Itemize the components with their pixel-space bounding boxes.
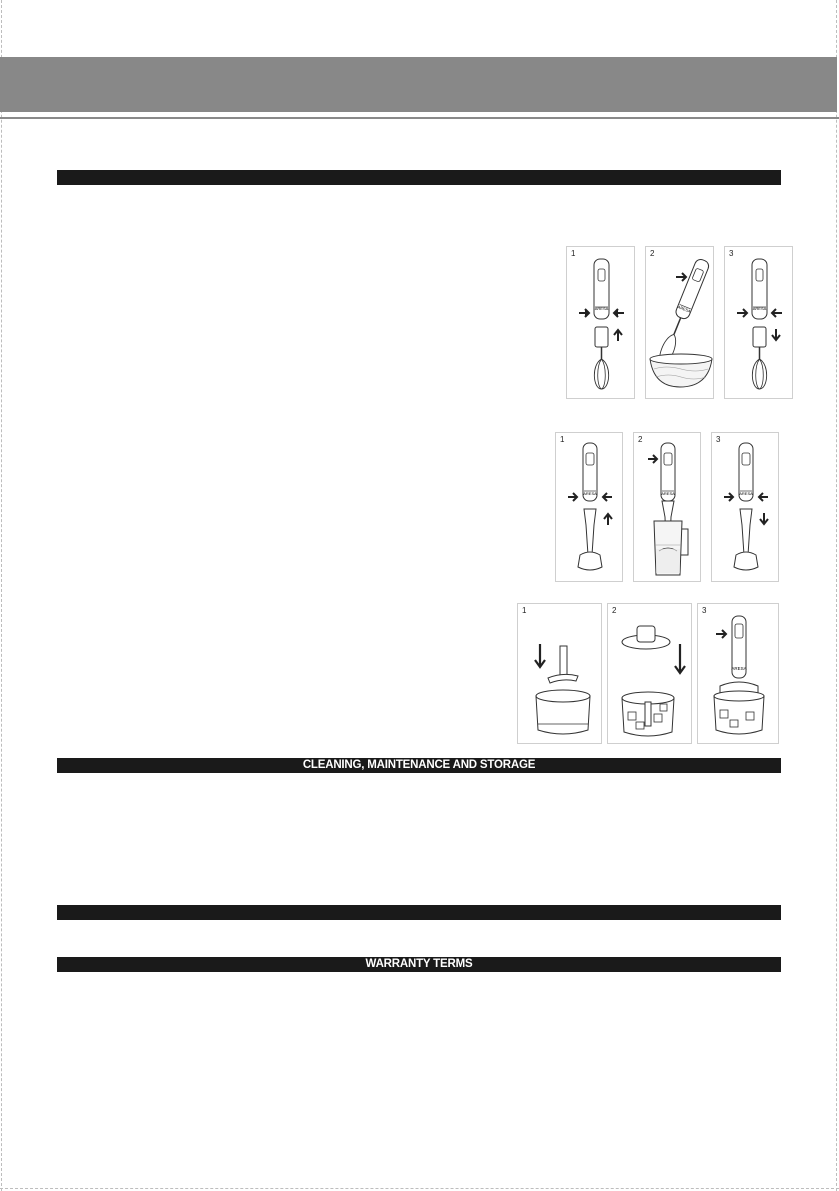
blender-figure	[555, 432, 781, 583]
section-bar-cleaning: CLEANING, MAINTENANCE AND STORAGE	[57, 758, 781, 773]
section-bar-3	[57, 905, 781, 920]
step-number: 3	[729, 249, 734, 258]
whisk-use-illustration	[646, 247, 715, 400]
brand-label: ARESA	[661, 491, 675, 496]
right-cut-line	[836, 0, 837, 1191]
step-number: 3	[716, 435, 721, 444]
chopper-use-illustration	[698, 604, 780, 745]
brand-label: ARESA	[677, 304, 692, 314]
brand-label: ARESA	[731, 666, 747, 671]
blender-step-2-panel	[633, 432, 701, 582]
whisk-step-3-panel	[724, 246, 793, 399]
brand-label: ARESA	[594, 306, 609, 311]
page-header-band	[0, 57, 837, 112]
blender-detach-illustration	[712, 433, 780, 583]
chopper-blade-illustration	[518, 604, 603, 745]
whisk-figure	[566, 246, 794, 400]
step-number: 1	[560, 435, 565, 444]
whisk-step-1-panel	[566, 246, 635, 399]
chopper-lid-illustration	[608, 604, 693, 745]
step-number: 2	[638, 435, 643, 444]
step-number: 2	[650, 249, 655, 258]
brand-label: ARESA	[583, 491, 597, 496]
step-number: 2	[612, 606, 617, 615]
blender-step-1-panel	[555, 432, 623, 582]
chopper-step-2-panel	[607, 603, 692, 744]
left-cut-line	[1, 0, 2, 1191]
bottom-cut-line	[0, 1188, 839, 1189]
header-rule	[0, 117, 839, 119]
whisk-attach-illustration	[567, 247, 636, 400]
chopper-step-1-panel	[517, 603, 602, 744]
step-number: 1	[571, 249, 576, 258]
chopper-figure	[517, 603, 779, 744]
brand-label: ARESA	[739, 491, 753, 496]
whisk-step-2-panel	[645, 246, 714, 399]
blender-use-illustration	[634, 433, 702, 583]
brand-label: ARESA	[752, 306, 767, 311]
section-bar-1	[57, 170, 781, 185]
step-number: 1	[522, 606, 527, 615]
blender-attach-illustration	[556, 433, 624, 583]
section-bar-warranty: WARRANTY TERMS	[57, 957, 781, 972]
chopper-step-3-panel	[697, 603, 779, 744]
step-number: 3	[702, 606, 707, 615]
whisk-detach-illustration	[725, 247, 794, 400]
blender-step-3-panel	[711, 432, 779, 582]
